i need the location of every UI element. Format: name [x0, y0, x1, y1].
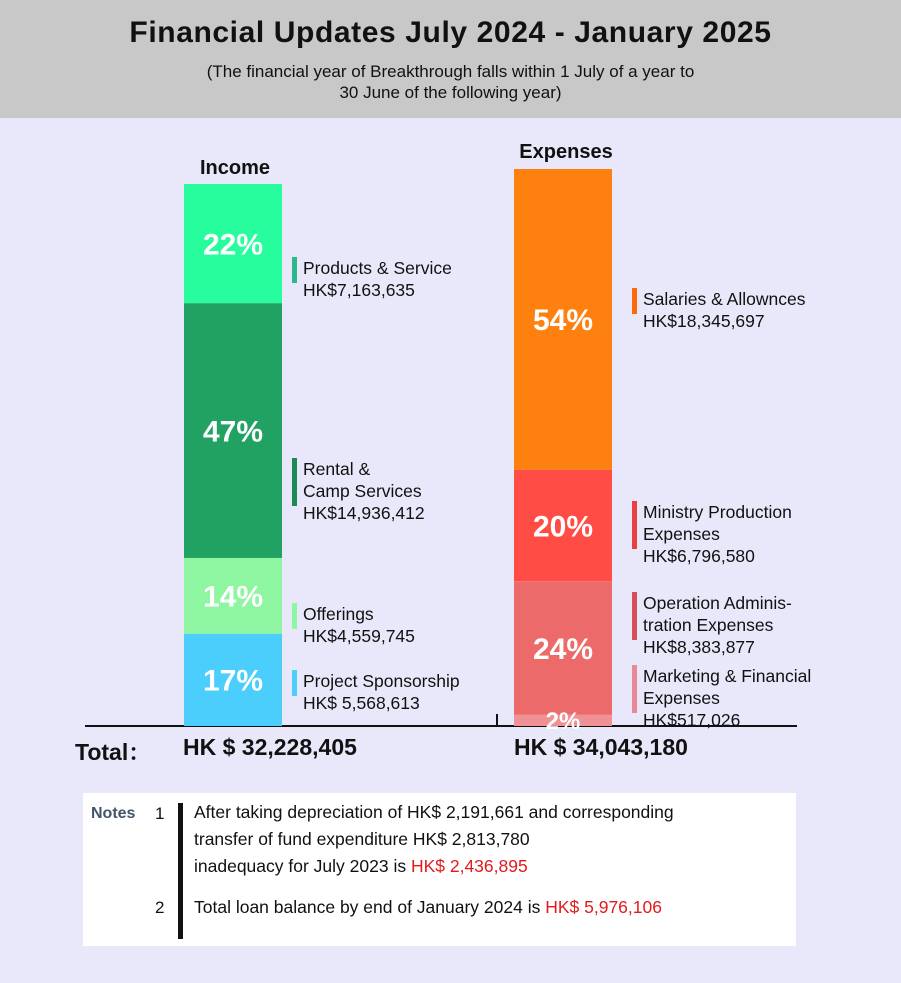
segment-label-marker: [292, 458, 297, 506]
segment-label-marker: [292, 257, 297, 283]
segment-label: Products & Service: [303, 258, 452, 278]
segment-label: Expenses: [643, 688, 720, 708]
segment-amount: HK$18,345,697: [643, 311, 765, 331]
subtitle-line-1: (The financial year of Breakthrough falls within 1 July of a year to: [206, 62, 695, 81]
notes-divider: [178, 803, 183, 939]
segment-label: Expenses: [643, 524, 720, 544]
segment-label-marker: [632, 501, 637, 549]
note-2-line: [194, 897, 662, 918]
segment-label-marker: [292, 603, 297, 629]
note-1-line-1: After taking depreciation of HK$ 2,191,661 and corresponding: [194, 802, 674, 822]
notes-box: [83, 793, 796, 946]
segment-percent-label: 17%: [202, 664, 264, 698]
segment-amount: HK$ 5,568,613: [303, 693, 420, 713]
segment-amount: HK$517,026: [643, 710, 741, 730]
segment-percent-label: 2%: [545, 708, 581, 730]
segment-amount: HK$14,936,412: [303, 503, 425, 523]
segment-percent-label: 24%: [532, 632, 594, 666]
note-1-highlight: HK$ 2,436,895: [410, 856, 528, 876]
segment-label: Offerings: [303, 604, 374, 624]
subtitle-line-2: 30 June of the following year): [339, 83, 562, 102]
segment-label: Ministry Production: [643, 502, 792, 522]
note-2-highlight: HK$ 5,976,106: [545, 897, 662, 917]
header-banner: [0, 0, 901, 118]
expenses-total: HK $ 34,043,180: [514, 734, 688, 760]
segment-label: Rental &: [303, 459, 371, 479]
segment-amount: HK$6,796,580: [643, 546, 755, 566]
note-1-text: inadequacy for July 2023 is: [194, 856, 411, 876]
note-1-line-3: [194, 856, 528, 877]
segment-label: Marketing & Financial: [643, 666, 812, 686]
note-1-line-2: transfer of fund expenditure HK$ 2,813,780: [194, 829, 530, 849]
notes-label: Notes: [91, 805, 136, 822]
segment-label: Operation Adminis-: [643, 593, 792, 613]
page-title: Financial Updates July 2024 - January 2025: [129, 16, 772, 49]
stacked-bar-chart: [0, 118, 901, 730]
bar-title-income: Income: [199, 157, 271, 179]
segment-label-marker: [292, 670, 297, 696]
segment-amount: HK$7,163,635: [303, 280, 415, 300]
note-number-1: 1: [155, 804, 165, 823]
segment-label-marker: [632, 592, 637, 640]
segment-percent-label: 20%: [532, 510, 594, 544]
segment-label: Project Sponsorship: [303, 671, 460, 691]
page-subtitle: [0, 61, 901, 103]
segment-label: Camp Services: [303, 481, 422, 501]
note-number-2: 2: [155, 898, 165, 917]
segment-amount: HK$4,559,745: [303, 626, 415, 646]
segment-label-marker: [632, 665, 637, 713]
segment-percent-label: 22%: [202, 228, 264, 262]
income-total: HK $ 32,228,405: [183, 734, 357, 760]
segment-label: tration Expenses: [643, 615, 774, 635]
segment-amount: HK$8,383,877: [643, 637, 755, 657]
segment-percent-label: 54%: [532, 304, 594, 338]
segment-label-marker: [632, 288, 637, 314]
total-label: Total：: [75, 739, 152, 765]
segment-percent-label: 14%: [202, 580, 264, 614]
segment-label: Salaries & Allownces: [643, 289, 806, 309]
bar-title-expenses: Expenses: [519, 141, 613, 163]
note-2-text: Total loan balance by end of January 2024 is: [194, 897, 546, 917]
segment-percent-label: 47%: [202, 415, 264, 449]
